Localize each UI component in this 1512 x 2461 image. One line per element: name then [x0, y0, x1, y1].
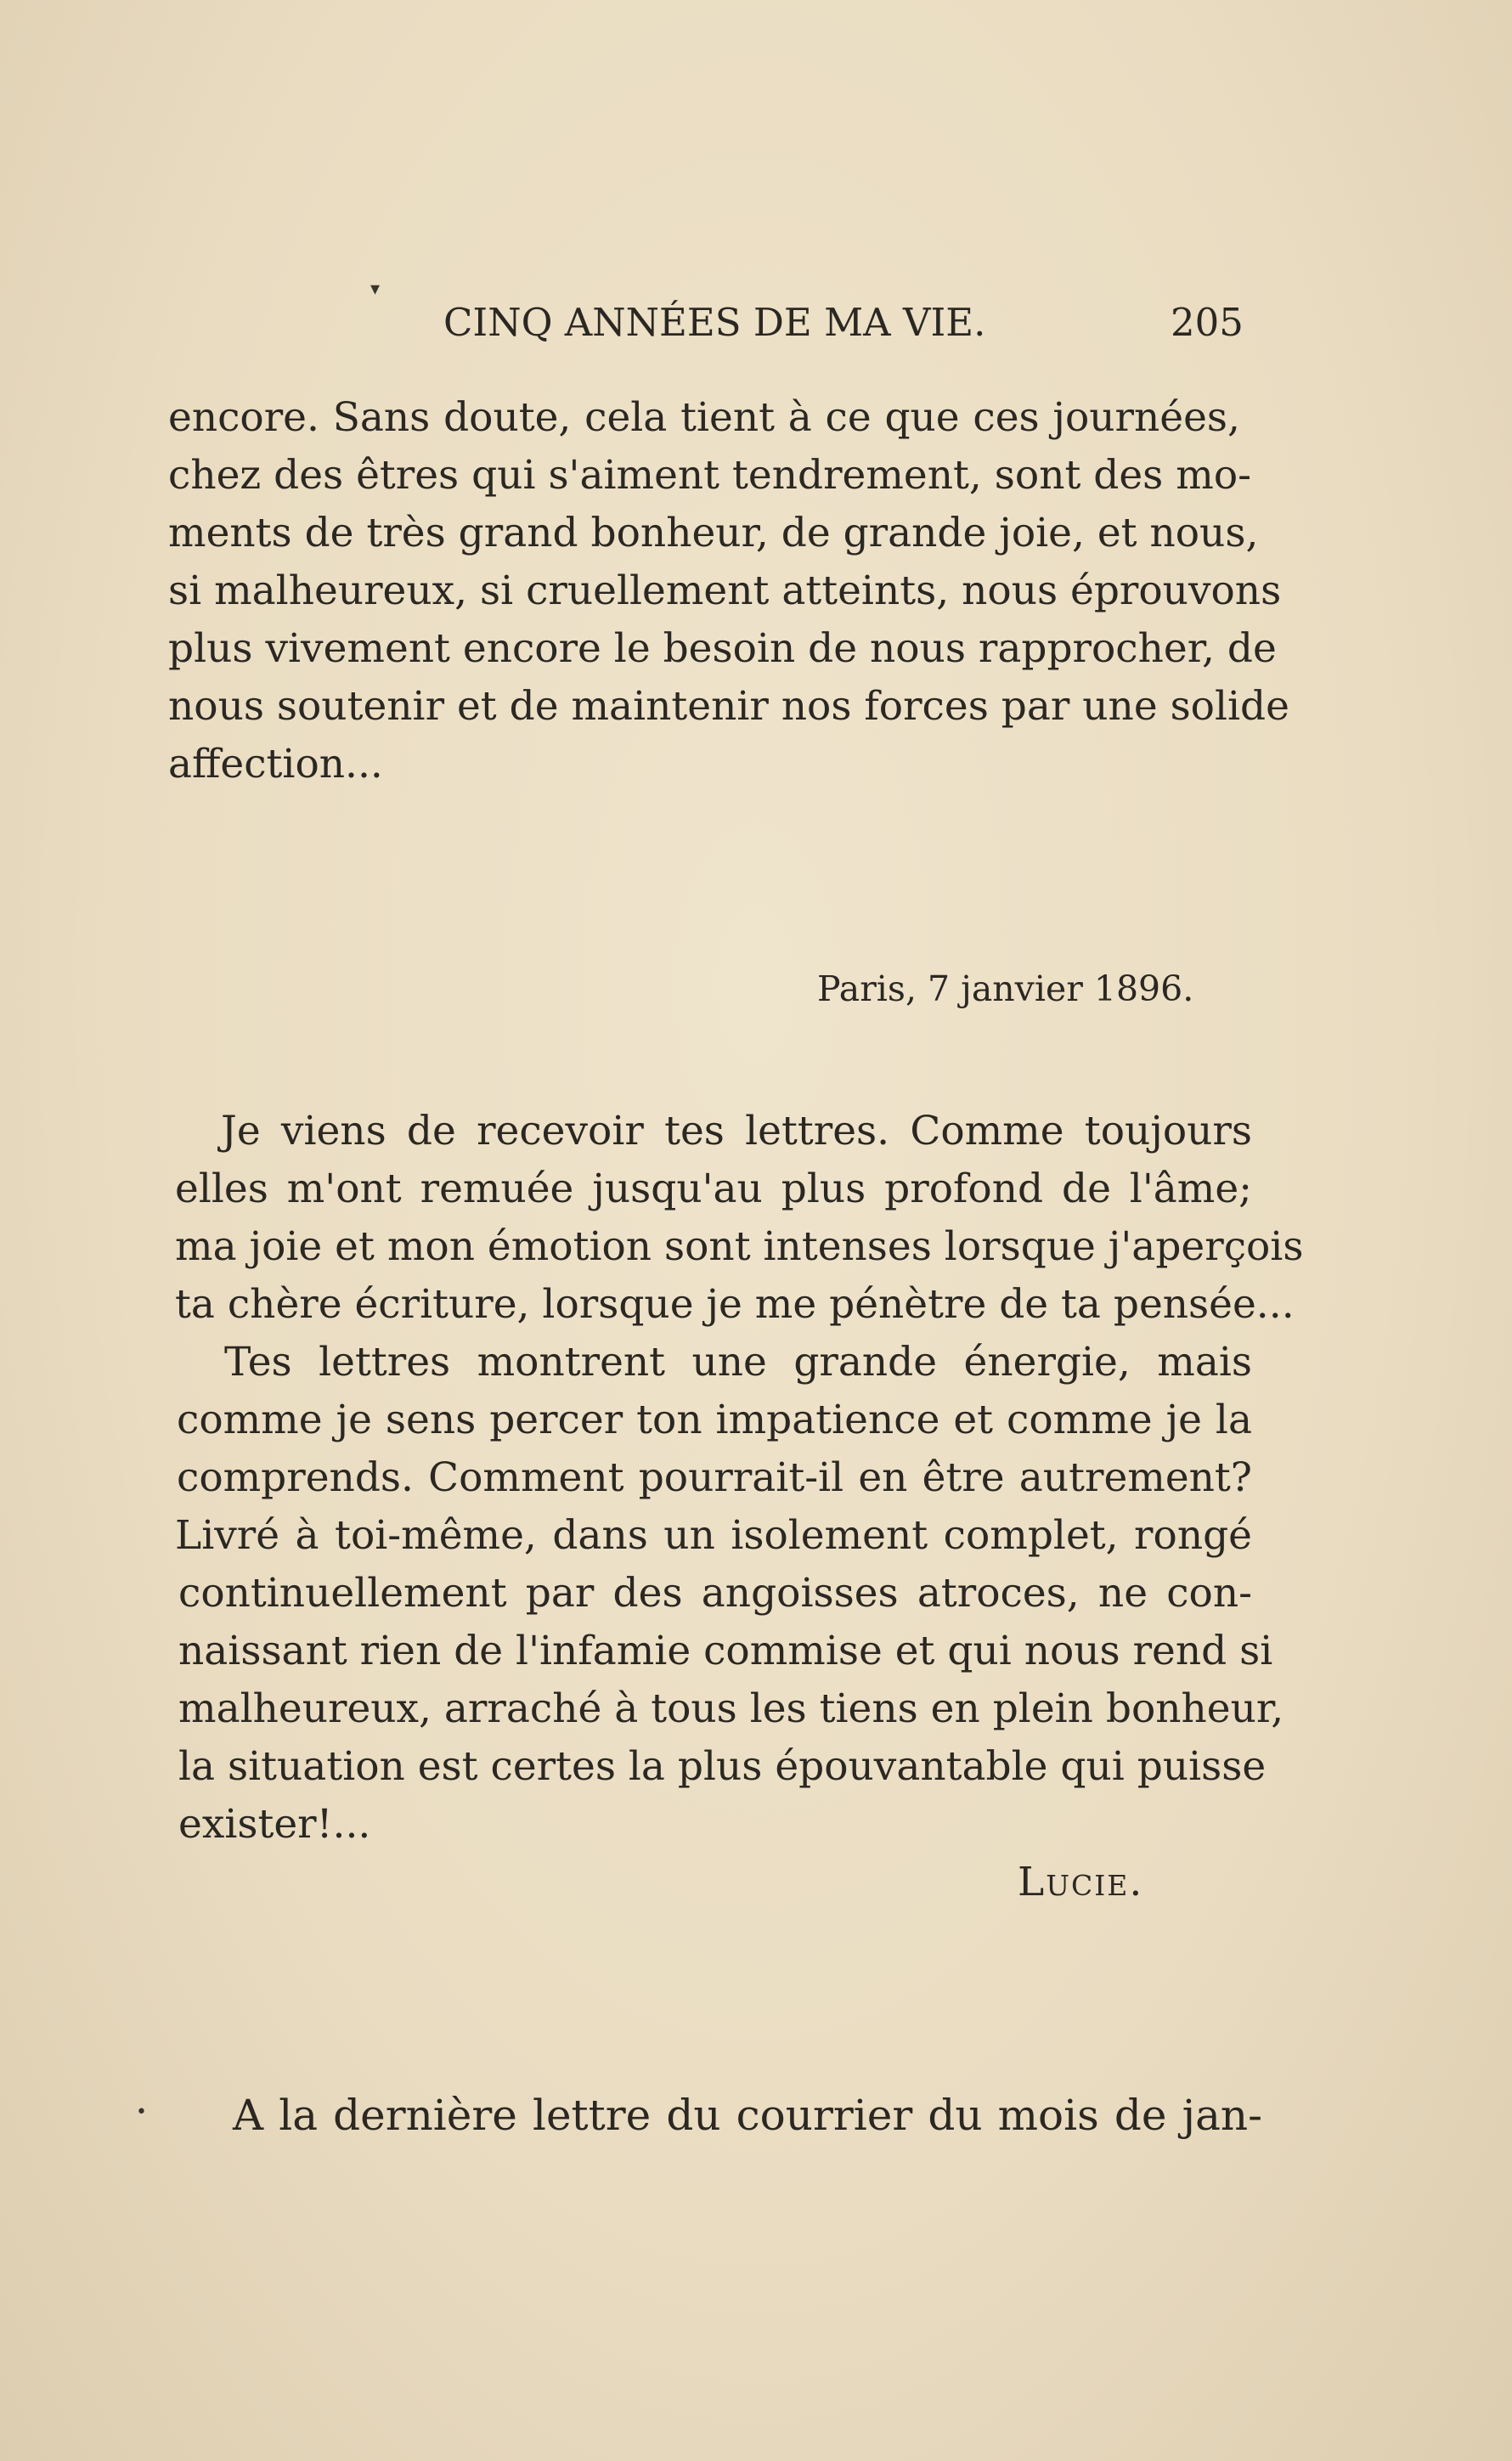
signature: Lucie. [1018, 1859, 1144, 1905]
text-line: ta chère écriture, lorsque je me pénètre de ta pensée... [175, 1281, 1295, 1328]
text-line: Tes lettres montrent une grande énergie, mais [224, 1339, 1252, 1386]
text-line: si malheureux, si cruellement atteints, nous éprouvons [168, 567, 1282, 614]
text-line: elles m'ont remuée jusqu'au plus profond de l'âme; [175, 1166, 1252, 1212]
text-line: Livré à toi-même, dans un isolement complet, rongé [175, 1512, 1252, 1559]
page-number: 205 [1171, 300, 1244, 345]
text-line: comme je sens percer ton impatience et comme je la [177, 1397, 1252, 1443]
stray-ink-mark: • [136, 2102, 147, 2123]
running-title: CINQ ANNÉES DE MA VIE. [443, 300, 986, 345]
text-line: naissant rien de l'infamie commise et qui nous rend si [178, 1628, 1273, 1674]
text-line: ma joie et mon émotion sont intenses lorsque j'aperçois [175, 1223, 1304, 1270]
text-line: nous soutenir et de maintenir nos forces par une solide [168, 683, 1289, 730]
text-line: encore. Sans doute, cela tient à ce que ces journées, [168, 394, 1240, 441]
text-line: continuellement par des angoisses atroces, ne con- [178, 1570, 1252, 1617]
text-line: plus vivement encore le besoin de nous rapprocher, de [168, 625, 1277, 672]
text-line: exister!... [178, 1801, 371, 1848]
text-line: malheureux, arraché à tous les tiens en plein bonheur, [178, 1685, 1284, 1732]
text-line: comprends. Comment pourrait-il en être autrement? [177, 1454, 1252, 1501]
text-line: affection... [168, 741, 383, 787]
text-line: la situation est certes la plus épouvantable qui puisse [178, 1743, 1267, 1790]
dateline: Paris, 7 janvier 1896. [817, 968, 1194, 1009]
text-line: chez des êtres qui s'aiment tendrement, sont des mo- [168, 452, 1251, 499]
text-line: A la dernière lettre du courrier du mois de jan- [233, 2091, 1262, 2140]
text-line: Je viens de recevoir tes lettres. Comme toujours [221, 1108, 1252, 1154]
stray-ink-mark: ▾ [370, 279, 381, 300]
text-line: ments de très grand bonheur, de grande joie, et nous, [168, 510, 1259, 556]
